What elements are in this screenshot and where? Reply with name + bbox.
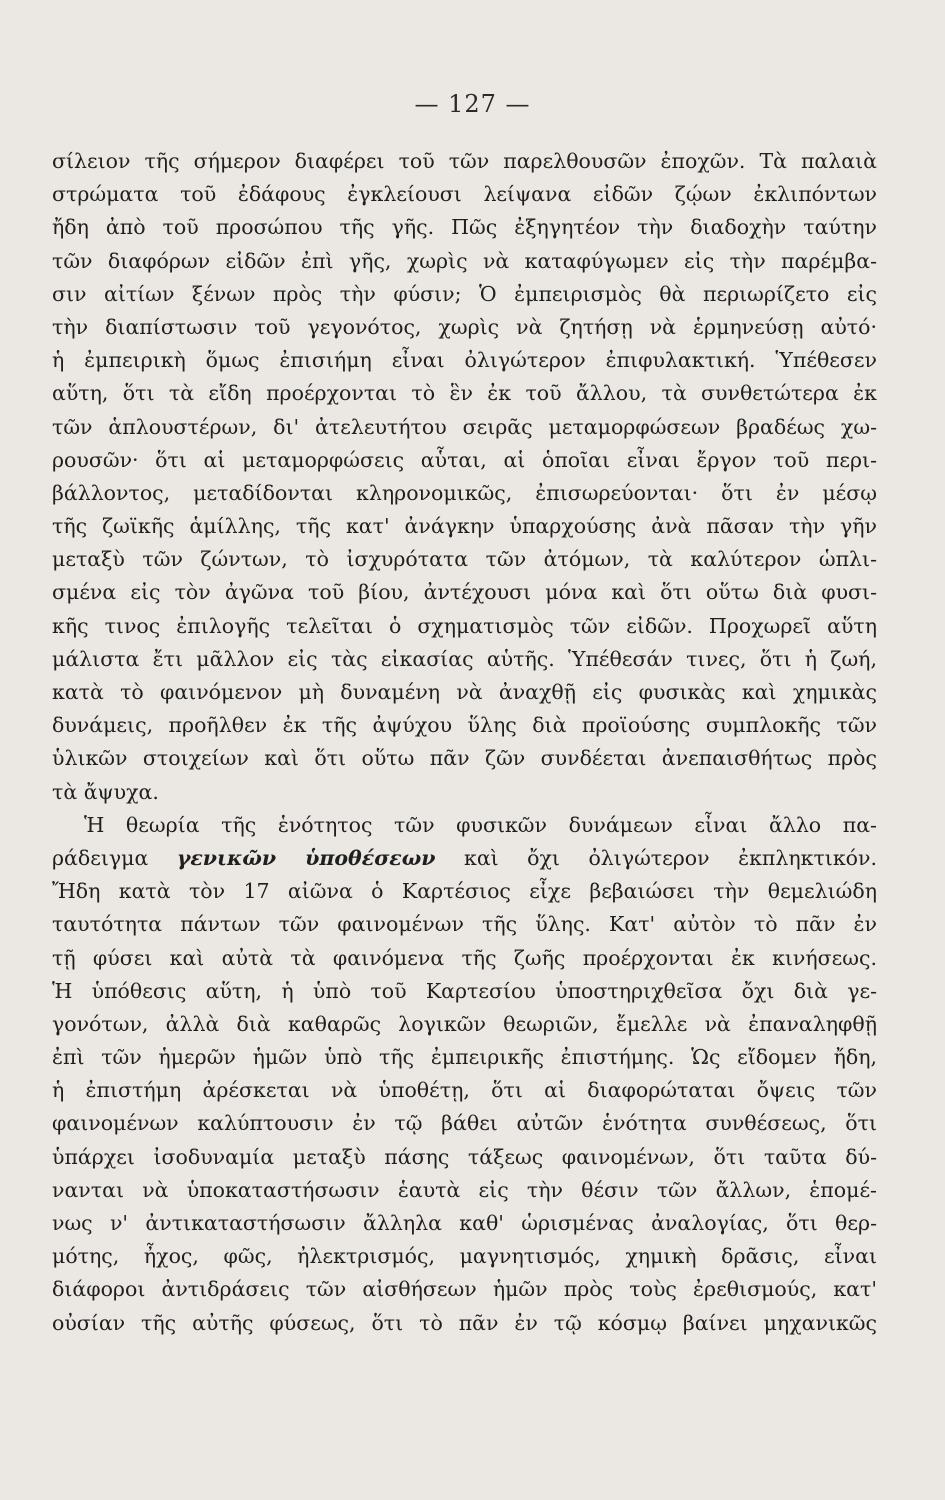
text-line: σμένα εἰς τὸν ἀγῶνα τοῦ βίου, ἀντέχουσι μόνα καὶ ὅτι οὕτω διὰ φυσι- — [52, 580, 877, 605]
text-line: τὴν διαπίστωσιν τοῦ γεγονότος, χωρὶς νὰ ζητήσῃ νὰ ἑρμηνεύσῃ αὐτό· — [52, 314, 877, 339]
text-line: νως ν' ἀντικαταστήσωσιν ἄλληλα καθ' ὡρισμένας ἀναλογίας, ὅτι θερ- — [52, 1211, 877, 1235]
text-line: τῇ φύσει καὶ αὐτὰ τὰ φαινόμενα τῆς ζωῆς προέρχονται ἐκ κινήσεως. — [52, 945, 877, 970]
text-line: σίλειον τῆς σήμερον διαφέρει τοῦ τῶν παρελθουσῶν ἐποχῶν. Τὰ παλαιὰ — [52, 149, 877, 173]
text-line: ὑλικῶν στοιχείων καὶ ὅτι οὕτω πᾶν ζῶν συνδέεται ἀνεπαισθήτως πρὸς — [52, 746, 877, 771]
text-line: φαινομένων καλύπτουσιν ἐν τῷ βάθει αὐτῶν ἑνότητα συνθέσεως, ὅτι — [52, 1111, 877, 1136]
text-line: τῶν διαφόρων εἰδῶν ἐπὶ γῆς, χωρὶς νὰ καταφύγωμεν εἰς τὴν παρέμβα- — [52, 248, 877, 273]
text-line: τὰ ἄψυχα. — [52, 779, 159, 804]
text-line: κατὰ τὸ φαινόμενον μὴ δυναμένη νὰ ἀναχθῇ εἰς φυσικὰς καὶ χημικὰς — [52, 680, 877, 704]
text-line: οὐσίαν τῆς αὐτῆς φύσεως, ὅτι τὸ πᾶν ἐν τῷ κόσμῳ βαίνει μηχανικῶς — [52, 1310, 877, 1335]
text-line: ἡ ἐμπειρικὴ ὅμως ἐπισιήμη εἶναι ὀλιγώτερον ἐπιφυλακτική. Ὑπέθεσεν — [52, 348, 877, 373]
text-line: γονότων, ἀλλὰ διὰ καθαρῶς λογικῶν θεωριῶν, ἔμελλε νὰ ἐπαναληφθῇ — [52, 1011, 877, 1036]
text-span: ράδειγμα — [52, 845, 149, 870]
text-line: Ἤδη κατὰ τὸν 17 αἰῶνα ὁ Καρτέσιος εἶχε βεβαιώσει τὴν θεμελιώδη — [52, 879, 877, 904]
text-line: βάλλοντος, μεταδίδονται κληρονομικῶς, ἐπισωρεύονται· ὅτι ἐν μέσῳ — [52, 480, 877, 505]
text-line: ἐπὶ τῶν ἡμερῶν ἡμῶν ὑπὸ τῆς ἐμπειρικῆς ἐπιστήμης. Ὡς εἴδομεν ἤδη, — [52, 1045, 877, 1070]
text-span: καὶ ὄχι ὀλιγώτερον ἐκπληκτικόν. — [464, 845, 877, 870]
text-line: μεταξὺ τῶν ζώντων, τὸ ἰσχυρότατα τῶν ἀτόμων, τὰ καλύτερον ὡπλι- — [52, 547, 877, 572]
text-line: ἤδη ἀπὸ τοῦ προσώπου τῆς γῆς. Πῶς ἐξηγητέον τὴν διαδοχὴν ταύτην — [52, 215, 877, 240]
text-line: ταυτότητα πάντων τῶν φαινομένων τῆς ὕλης. Κατ' αὐτὸν τὸ πᾶν ἐν — [52, 912, 877, 937]
text-line: στρώματα τοῦ ἐδάφους ἐγκλείουσι λείψανα εἰδῶν ζῴων ἐκλιπόντων — [52, 182, 877, 207]
emphasized-term: γενικῶν ὑποθέσεων — [176, 845, 436, 870]
text-line: τῶν ἁπλουστέρων, δι' ἀτελευτήτου σειρᾶς μεταμορφώσεων βραδέως χω- — [52, 414, 877, 439]
text-line: νανται νὰ ὑποκαταστήσωσιν ἑαυτὰ εἰς τὴν θέσιν τῶν ἄλλων, ἑπομέ- — [52, 1177, 877, 1202]
page-number: — 127 — — [414, 90, 531, 118]
text-line: ρουσῶν· ὅτι αἱ μεταμορφώσεις αὗται, αἱ ὁποῖαι εἶναι ἔργον τοῦ περι- — [52, 447, 877, 472]
text-line-with-emphasis — [52, 842, 877, 875]
text-line: δυνάμεις, προῆλθεν ἐκ τῆς ἀψύχου ὕλης διὰ προϊούσης συμπλοκῆς τῶν — [52, 713, 877, 738]
text-line: αὕτη, ὅτι τὰ εἴδη προέρχονται τὸ ἓν ἐκ τοῦ ἄλλου, τὰ συνθετώτερα ἐκ — [52, 381, 877, 406]
text-line: μότης, ἦχος, φῶς, ἠλεκτρισμός, μαγνητισμός, χημικὴ δρᾶσις, εἶναι — [52, 1244, 877, 1269]
text-line: ἡ ἐπιστήμη ἀρέσκεται νὰ ὑποθέτῃ, ὅτι αἱ διαφορώταται ὄψεις τῶν — [52, 1078, 877, 1103]
text-line: κῆς τινος ἐπιλογῆς τελεῖται ὁ σχηματισμὸς τῶν εἰδῶν. Προχωρεῖ αὕτη — [52, 613, 877, 638]
text-line: ὑπάρχει ἰσοδυναμία μεταξὺ πάσης τάξεως φαινομένων, ὅτι ταῦτα δύ- — [52, 1144, 877, 1169]
text-line: τῆς ζωϊκῆς ἁμίλλης, τῆς κατ' ἀνάγκην ὑπαρχούσης ἀνὰ πᾶσαν τὴν γῆν — [52, 514, 877, 539]
paragraph-start-line: Ἡ θεωρία τῆς ἑνότητος τῶν φυσικῶν δυνάμεων εἶναι ἄλλο πα- — [84, 812, 877, 837]
text-line: μάλιστα ἔτι μᾶλλον εἰς τὰς εἰκασίας αὑτῆς. Ὑπέθεσάν τινες, ὅτι ἡ ζωή, — [52, 646, 877, 671]
body-text — [52, 145, 877, 1340]
text-line: Ἡ ὑπόθεσις αὕτη, ἡ ὑπὸ τοῦ Καρτεσίου ὑποστηριχθεῖσα ὄχι διὰ γε- — [52, 978, 877, 1003]
text-line: διάφοροι ἀντιδράσεις τῶν αἰσθήσεων ἡμῶν πρὸς τοὺς ἐρεθισμούς, κατ' — [52, 1277, 877, 1302]
text-line: σιν αἰτίων ξένων πρὸς τὴν φύσιν; Ὁ ἐμπειρισμὸς θὰ περιωρίζετο εἰς — [52, 281, 877, 306]
